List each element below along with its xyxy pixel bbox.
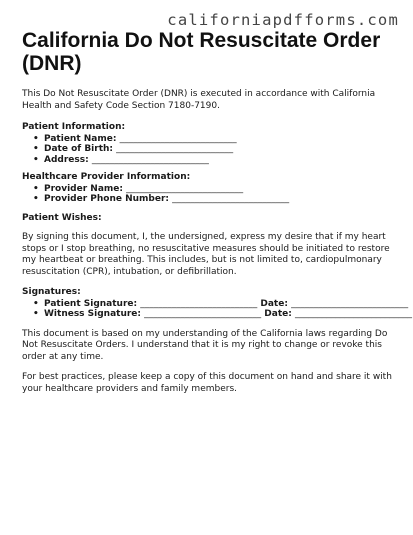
- patient-wishes-heading: Patient Wishes:: [22, 212, 102, 223]
- document: [22, 29, 412, 395]
- bullet-icon: •: [33, 298, 39, 309]
- bullet-icon: •: [33, 154, 39, 165]
- patient-name-blank[interactable]: __________________________: [119, 133, 237, 144]
- patient-name-field: [33, 134, 394, 145]
- provider-name-blank[interactable]: __________________________: [126, 183, 244, 194]
- witness-date-blank[interactable]: __________________________: [295, 309, 412, 319]
- bullet-icon: •: [33, 133, 39, 144]
- field-label: Witness Signature:: [44, 309, 142, 319]
- provider-phone-blank[interactable]: __________________________: [172, 194, 290, 204]
- bullet-icon: •: [33, 309, 39, 319]
- bullet-icon: •: [33, 144, 39, 154]
- field-label: Date of Birth:: [44, 144, 114, 154]
- patient-signature-blank[interactable]: __________________________: [140, 298, 258, 309]
- field-label: Provider Name:: [44, 183, 123, 194]
- bullet-icon: •: [33, 194, 39, 204]
- field-label: Patient Name:: [44, 133, 117, 144]
- best-practices-paragraph: For best practices, please keep a copy of this document on hand and share it with your healthcare providers and family members.: [22, 372, 392, 394]
- date-of-birth-field: [33, 144, 394, 155]
- provider-name-field: [33, 184, 394, 195]
- field-label: Address:: [44, 154, 89, 165]
- provider-info-heading: Healthcare Provider Information:: [22, 172, 191, 182]
- patient-signature-row: [33, 298, 409, 310]
- witness-signature-blank[interactable]: __________________________: [144, 309, 262, 319]
- provider-info-list: [22, 184, 394, 205]
- intro-paragraph: This Do Not Resuscitate Order (DNR) is executed in accordance with California Health and Safety Code Section 7180-7190.: [22, 89, 376, 111]
- patient-info-heading: Patient Information:: [22, 122, 126, 132]
- address-field: [33, 155, 394, 166]
- document-title: California Do Not Resuscitate Order (DNR): [22, 29, 381, 75]
- site-watermark: californiapdfforms.com: [167, 11, 399, 29]
- date-of-birth-blank[interactable]: __________________________: [116, 144, 234, 154]
- witness-signature-row: [33, 309, 412, 320]
- address-blank[interactable]: __________________________: [91, 154, 209, 165]
- field-label: Provider Phone Number:: [44, 194, 170, 204]
- signatures-heading: Signatures:: [22, 287, 81, 297]
- provider-phone-field: [33, 194, 394, 205]
- field-label: Patient Signature:: [44, 298, 138, 309]
- date-label: Date:: [260, 298, 288, 309]
- patient-date-blank[interactable]: __________________________: [291, 298, 409, 309]
- patient-info-list: [22, 134, 394, 166]
- basis-paragraph: This document is based on my understanding of the California laws regarding Do Not Resuscitate Orders. I understand that it is my right to change or revoke this order at any time.: [22, 328, 388, 362]
- date-label: Date:: [264, 309, 292, 319]
- signatures-list: [22, 298, 412, 320]
- patient-wishes-text: By signing this document, I, the undersigned, express my desire that if my heart stops or I stop breathing, no resuscitative measures should be initiated to restore my heartbeat or breathing. This includes, but is not limited to, cardiopulmonary resuscitation (CPR), intubation, or defibrillation.: [22, 232, 390, 277]
- bullet-icon: •: [33, 183, 39, 194]
